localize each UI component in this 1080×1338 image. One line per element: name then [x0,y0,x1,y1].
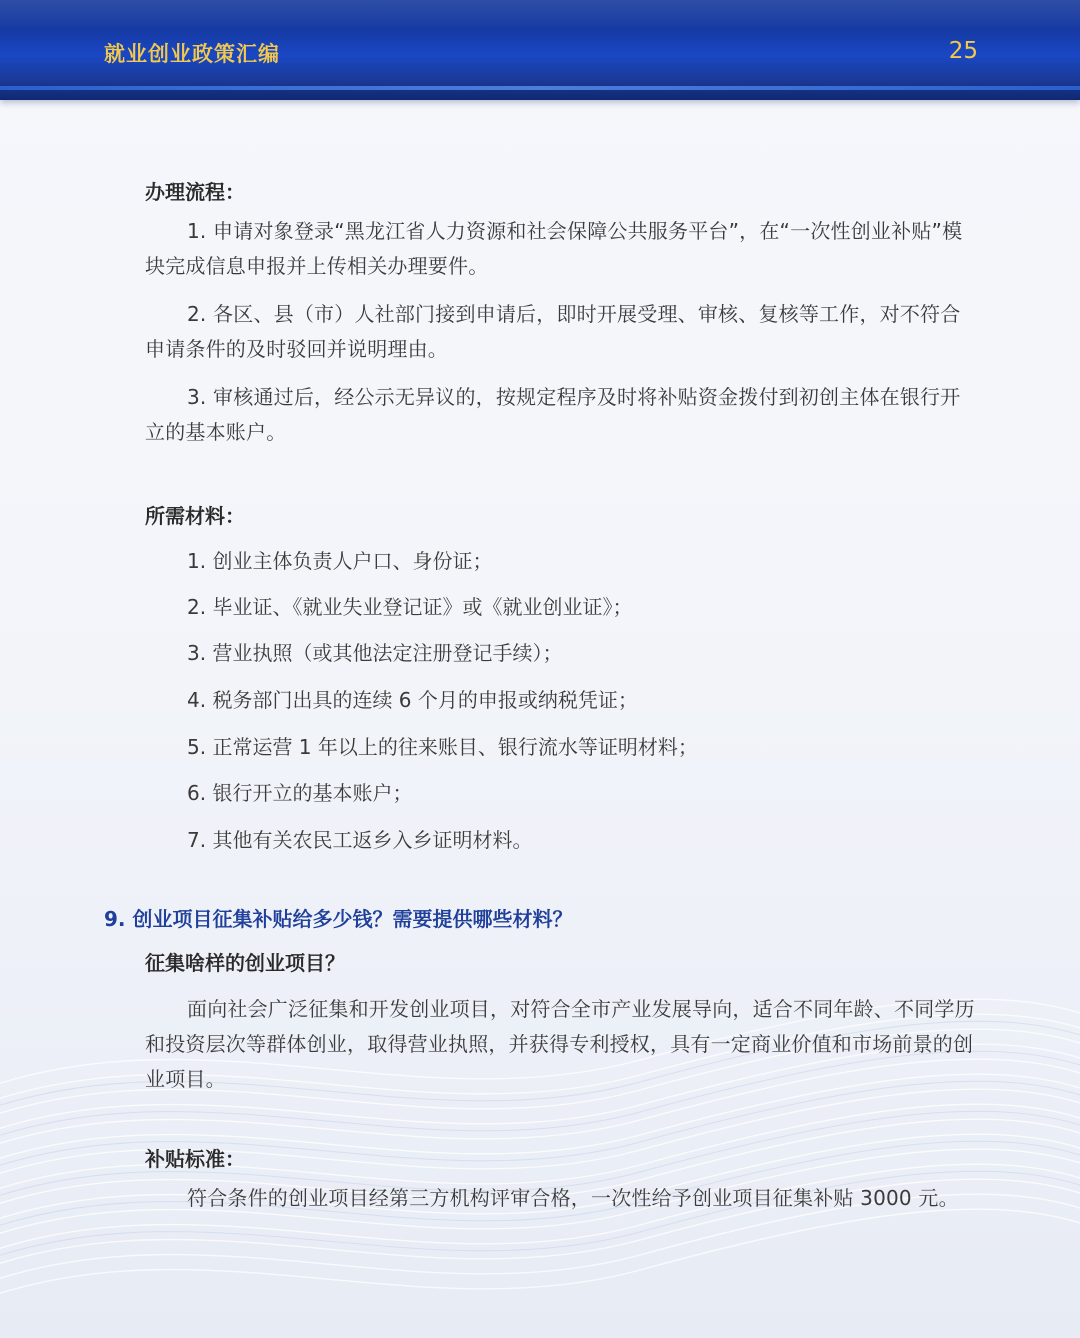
materials-item: 3. 营业执照（或其他法定注册登记手续）； [187,641,563,665]
page-header [0,0,1080,100]
section-heading: 9. 创业项目征集补贴给多少钱？需要提供哪些材料？ [104,907,573,931]
materials-item: 1. 创业主体负责人户口、身份证； [187,549,493,573]
header-accent-line [0,86,1080,90]
process-step-2: 2. 各区、县（市）人社部门接到申请后，即时开展受理、审核、复核等工作，对不符合申请条件的及时驳回并说明理由。 [145,302,961,361]
subsidy-standard-text: 符合条件的创业项目经第三方机构评审合格，一次性给予创业项目征集补贴 3000 元。 [187,1186,959,1210]
process-label: 办理流程： [145,180,245,204]
process-step-3: 3. 审核通过后，经公示无异议的，按规定程序及时将补贴资金拨付到初创主体在银行开立的基本账户。 [145,385,961,444]
project-question-label: 征集啥样的创业项目？ [145,951,345,975]
subsidy-standard-label: 补贴标准： [145,1147,245,1171]
process-step-1: 1. 申请对象登录“黑龙江省人力资源和社会保障公共服务平台”，在“一次性创业补贴”模块完成信息申报并上传相关办理要件。 [145,219,963,278]
page-number: 25 [948,38,978,64]
materials-label: 所需材料： [145,504,245,528]
project-description: 面向社会广泛征集和开发创业项目，对符合全市产业发展导向，适合不同年龄、不同学历和投资层次等群体创业，取得营业执照，并获得专利授权，具有一定商业价值和市场前景的创业项目。 [145,997,975,1091]
header-sheen [0,0,1080,30]
materials-item: 5. 正常运营 1 年以上的往来账目、银行流水等证明材料； [187,735,698,759]
materials-item: 4. 税务部门出具的连续 6 个月的申报或纳税凭证； [187,688,638,712]
materials-item: 2. 毕业证、《就业失业登记证》或《就业创业证》； [187,595,633,619]
materials-item: 6. 银行开立的基本账户； [187,781,413,805]
materials-item: 7. 其他有关农民工返乡入乡证明材料。 [187,828,533,852]
document-title: 就业创业政策汇编 [104,42,280,66]
